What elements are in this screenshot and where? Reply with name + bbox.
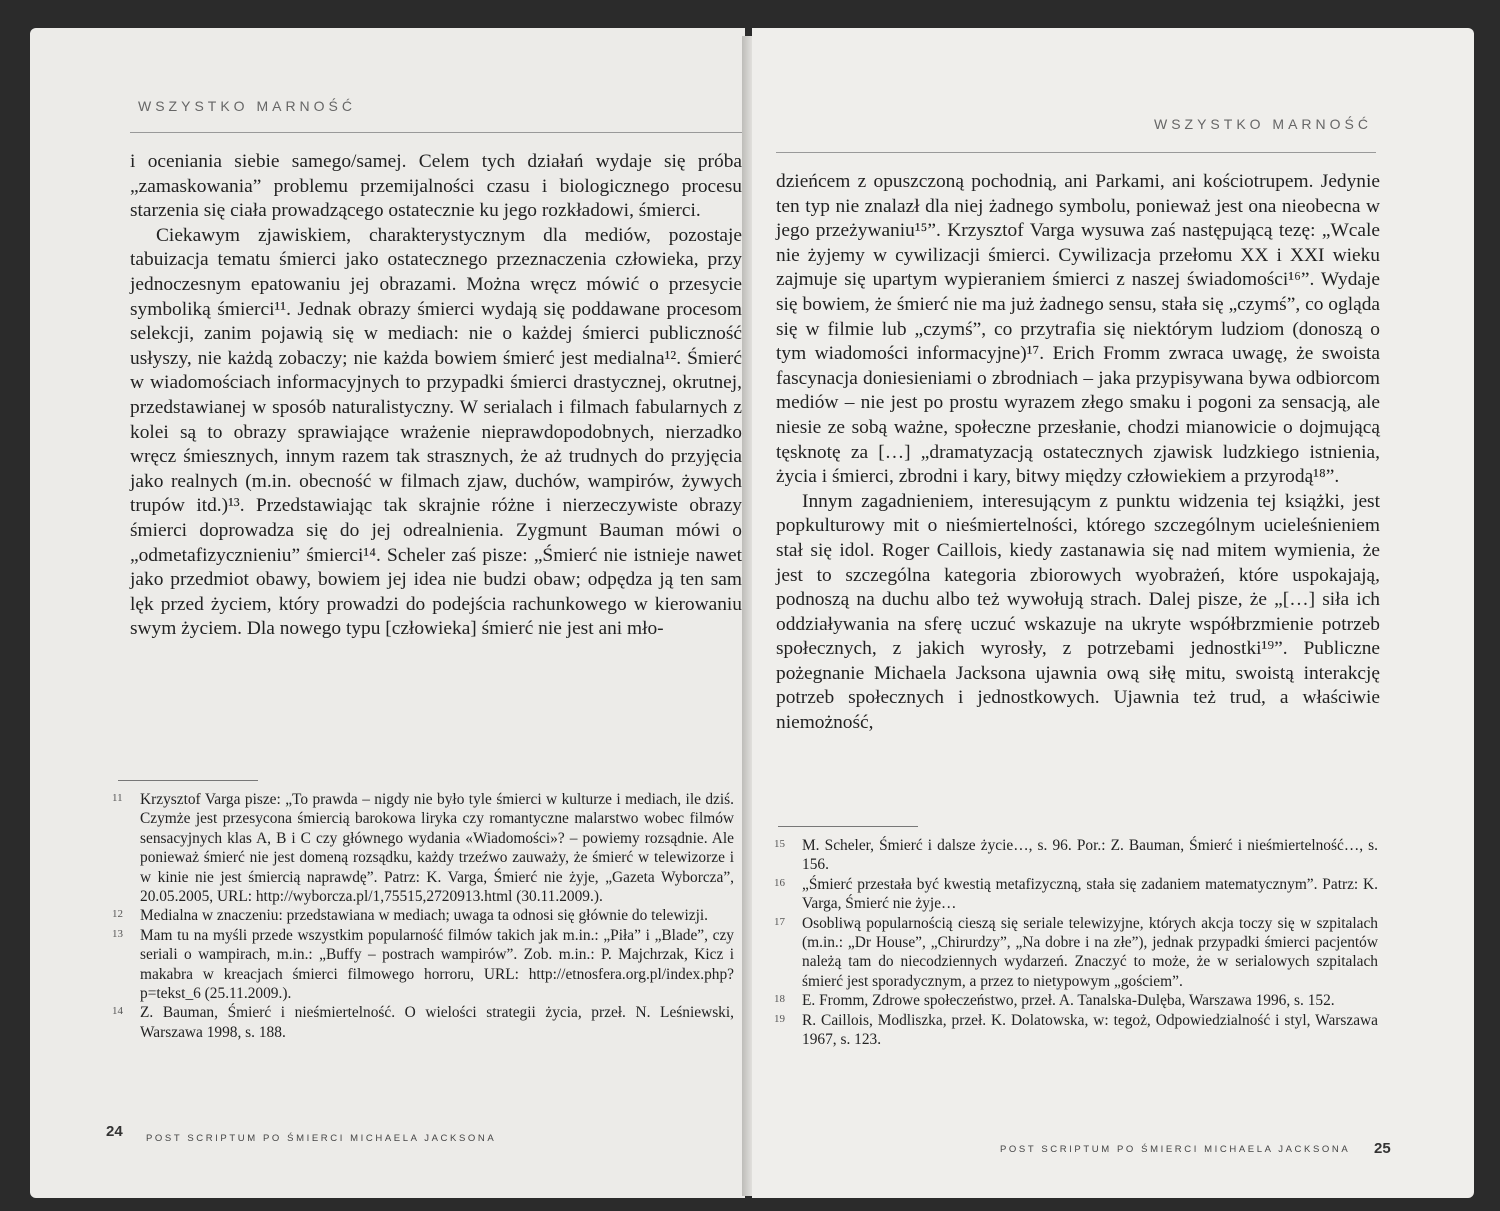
footnote-number: 16 <box>774 876 785 889</box>
footnote <box>112 926 734 1004</box>
footer-title: POST SCRIPTUM PO ŚMIERCI MICHAELA JACKSONA <box>146 1133 497 1144</box>
footnote-number: 11 <box>112 792 123 804</box>
footnote <box>774 875 1378 914</box>
footnote-number: 14 <box>112 1005 123 1018</box>
footnote-rule <box>118 780 258 781</box>
header-rule <box>776 152 1376 153</box>
footnote <box>112 906 734 925</box>
footnote <box>112 790 734 906</box>
footnote-rule <box>778 826 918 827</box>
left-page <box>30 28 745 1198</box>
page-number: 25 <box>1374 1140 1391 1157</box>
footnote-number: 17 <box>774 915 785 928</box>
footnote-text: Mam tu na myśli przede wszystkim popularność filmów takich jak m.in.: „Piła” i „Blade”, czy seriali o wampirach, m.in.: „Buffy – postrach wampirów”. Zob. m.in.: P. Majchrzak, Kicz i makabra w kreacjach śmierci filmowego horroru, URL: http://etnosfera.org.pl/index.php?p=tekst_6 (25.11.2009.). <box>140 926 734 1003</box>
footnotes <box>774 836 1378 1049</box>
running-head: WSZYSTKO MARNOŚĆ <box>138 98 357 114</box>
running-head: WSZYSTKO MARNOŚĆ <box>1153 116 1372 132</box>
paragraph: i oceniania siebie samego/samej. Celem tych działań wydaje się próba „zamaskowania” problemu przemijalności czasu i biologicznego procesu starzenia się ciała prowadzącego ostatecznie ku jego rozkładowi, śmierci. <box>130 151 742 222</box>
footnote-text: M. Scheler, Śmierć i dalsze życie…, s. 96. Por.: Z. Bauman, Śmierć i nieśmiertelność…, s. 156. <box>802 837 1378 874</box>
footnote-number: 18 <box>774 993 785 1006</box>
footnote-number: 13 <box>112 927 123 940</box>
footnote-number: 15 <box>774 838 785 850</box>
footnote-text: R. Caillois, Modliszka, przeł. K. Dolatowska, w: tegoż, Odpowiedzialność i styl, Warszawa 1967, s. 123. <box>802 1011 1378 1049</box>
footnote-number: 19 <box>774 1012 785 1025</box>
footnote-text: Krzysztof Varga pisze: „To prawda – nigdy nie było tyle śmierci w kulturze i mediach, ile dziś. Czymże jest przesycona śmiercią barokowa liryka czy romantyczne malarstwo wobec filmów sensacyjnych klas A, B i C czy głównego wydania «Wiadomości»? – powiemy rozsądnie. Ale ponieważ śmierć nie jest domeną rozsądku, każdy trzeźwo zauważy, że śmierć w telewizorze i w kinie nie jest śmiercią naprawdę”. Patrz: K. Varga, Śmierć nie żyje, „Gazeta Wyborcza”, 20.05.2005, URL: http://wyborcza.pl/1,75515,2720913.html (30.11.2009.). <box>140 791 734 906</box>
footnote <box>774 914 1378 992</box>
body-text <box>776 170 1380 736</box>
footnote <box>774 991 1378 1010</box>
right-page <box>752 28 1474 1198</box>
paragraph: dzieńcem z opuszczoną pochodnią, ani Parkami, ani kościotrupem. Jedynie ten typ nie znalazł dla niej żadnego symbolu, ponieważ jest ona nieobecna w jego przeżywaniu¹⁵”. Krzysztof Varga wysuwa zaś następującą tezę: „Wcale nie żyjemy w cywilizacji śmierci. Cywilizacja przełomu XX i XXI wieku zajmuje się upartym wypieraniem śmierci z naszej świadomości¹⁶”. Wydaje się bowiem, że śmierć nie ma już żadnego sensu, stała się „czymś”, co ogląda się w filmie lub „czymś”, co przytrafia się niektórym ludziom (donoszą o tym wiadomości informacyjne)¹⁷. Erich Fromm zwraca uwagę, że swoista fascynacja doniesieniami o zbrodniach – jaka przypisywana bywa odbiorcom mediów – nie jest po prostu wyrazem złego smaku i pogoni za sensacją, ale niesie ze sobą ważne, społeczne przesłanie, chodzi mianowicie o dojmującą tęsknotę za […] „dramatyzacją ostatecznych zjawisk ludzkiego istnienia, życia i śmierci, zbrodni i kary, bitwy między człowiekiem a przyrodą¹⁸”. <box>776 171 1380 488</box>
footnote-text: E. Fromm, Zdrowe społeczeństwo, przeł. A. Tanalska-Dulęba, Warszawa 1996, s. 152. <box>802 992 1335 1010</box>
footer-title: POST SCRIPTUM PO ŚMIERCI MICHAELA JACKSONA <box>1000 1144 1351 1155</box>
footnote-text: Z. Bauman, Śmierć i nieśmiertelność. O wielości strategii życia, przeł. N. Leśniewski, Warszawa 1998, s. 188. <box>140 1004 734 1041</box>
paragraph: Ciekawym zjawiskiem, charakterystycznym dla mediów, pozostaje tabuizacja tematu śmierci jako ostatecznego przeznaczenia człowieka, przy jednoczesnym epatowaniu jej obrazami. Można wręcz mówić o przesycie symboliką śmierci¹¹. Jednak obrazy śmierci wydają się poddawane procesom selekcji, zanim pojawią się w mediach: nie o każdej śmierci publiczność usłyszy, nie każdą zobaczy; nie każda bowiem śmierć jest medialna¹². Śmierć w wiadomościach informacyjnych to przypadki śmierci drastycznej, okrutnej, przedstawianej w sposób naturalistyczny. W serialach i filmach fabularnych z kolei są to obrazy sprawiające wrażenie nieprawdopodobnych, nierzadko wręcz śmiesznych, innym razem tak strasznych, że aż trudnych do przyjęcia jako realnych (m.in. obecność w filmach zjaw, duchów, wampirów, żywych trupów itd.)¹³. Przedstawiając tak skrajnie różne i nierzeczywiste obrazy śmierci doprowadza się do jej odrealnienia. Zygmunt Bauman mówi o „odmetafizycznieniu” śmierci¹⁴. Scheler zaś pisze: „Śmierć nie istnieje nawet jako przedmiot obawy, bowiem jej idea nie budzi obaw; odpędza ją ten sam lęk przed życiem, który prowadzi do podejścia rachunkowego w kierowaniu swym życiem. Dla nowego typu [człowieka] śmierć nie jest ani mło- <box>130 224 742 640</box>
footnote-number: 12 <box>112 908 123 921</box>
footnote-text: „Śmierć przestała być kwestią metafizyczną, stała się zadaniem matematycznym”. Patrz: K. Varga, Śmierć nie żyje… <box>802 875 1378 913</box>
footnote-text: Medialna w znaczeniu: przedstawiana w mediach; uwaga ta odnosi się głównie do telewizji. <box>140 907 708 925</box>
footnotes <box>112 790 734 1042</box>
footnote <box>112 1003 734 1042</box>
footnote <box>774 1011 1378 1050</box>
page-number: 24 <box>106 1123 123 1140</box>
body-text <box>130 150 742 642</box>
paragraph: Innym zagadnieniem, interesującym z punktu widzenia tej książki, jest popkulturowy mit o nieśmiertelności, którego szczególnym ucieleśnieniem stał się idol. Roger Caillois, kiedy zastanawia się nad mitem wymienia, że jest to szczególna kategoria zbiorowych wyobrażeń, które uspokajają, podnoszą na duchu albo też wywołują strach. Dalej pisze, że „[…] siła ich oddziaływania na sferę uczuć wskazuje na ukryte współbrzmienie potrzeb społecznych, z jakich wyrosły, z potrzebami jednostki¹⁹”. Publiczne pożegnanie Michaela Jacksona ujawnia ową siłę mitu, swoistą interakcję potrzeb społecznych i jednostkowych. Ujawnia też trud, a właściwie niemożność, <box>776 490 1380 734</box>
header-rule <box>130 132 745 133</box>
footnote-text: Osobliwą popularnością cieszą się seriale telewizyjne, których akcja toczy się w szpitalach (m.in.: „Dr House”, „Chirurdzy”, „Na dobre i na złe”), jednak przypadki śmierci pacjentów należą tam do niecodziennych wydarzeń. Znaczyć to może, że w serialowych szpitalach śmierć jest sporadycznym, a przez to nietypowym „gościem”. <box>802 914 1378 990</box>
footnote <box>774 836 1378 875</box>
